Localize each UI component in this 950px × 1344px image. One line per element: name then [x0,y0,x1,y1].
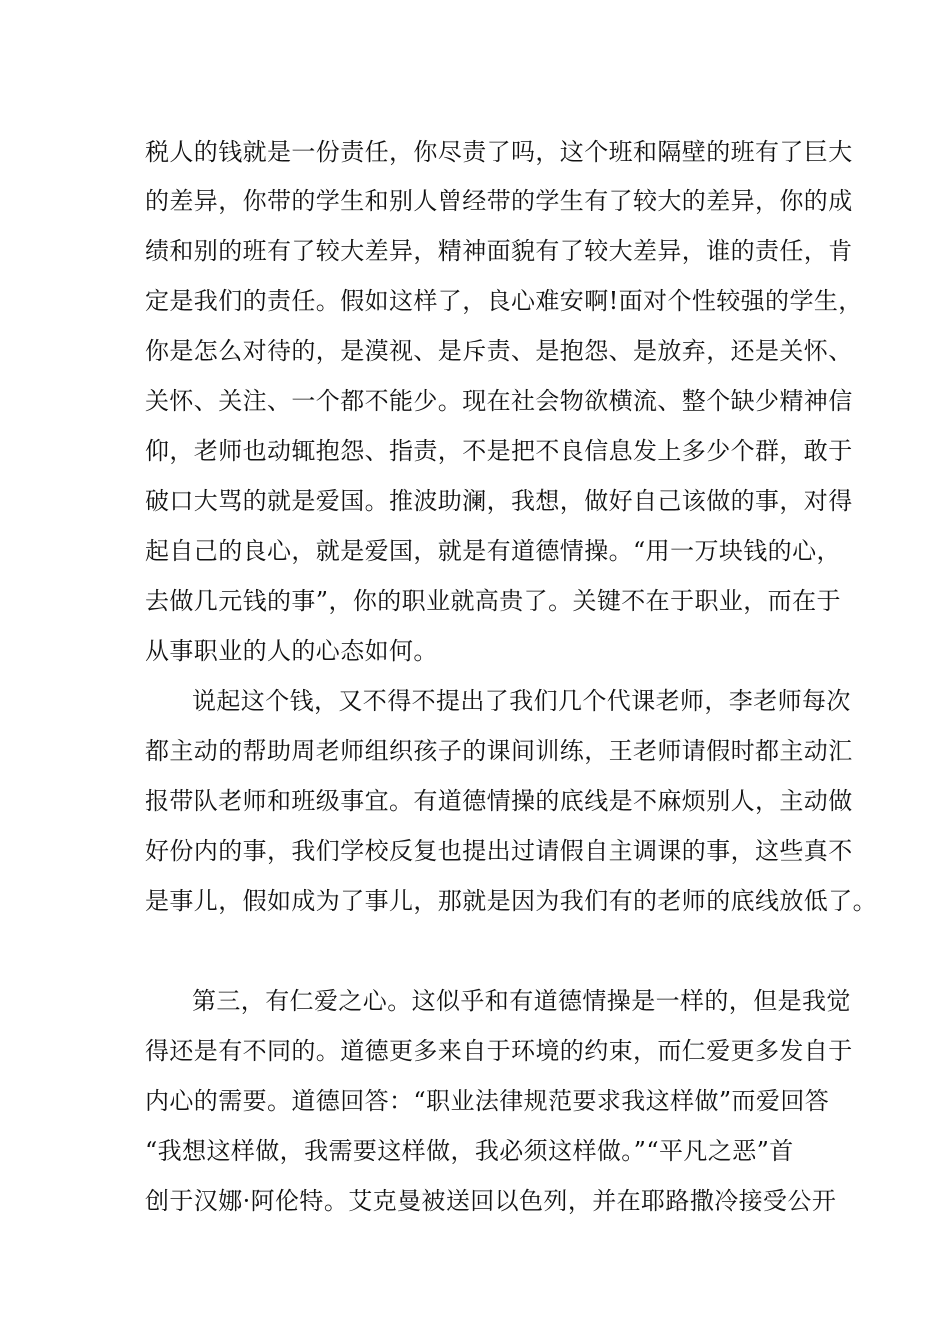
paragraph-1-line-10: 去做几元钱的事”，你的职业就高贵了。关键不在于职业，而在于 [145,587,841,615]
paragraph-2-line-4: 好份内的事，我们学校反复也提出过请假自主调课的事，这些真不 [145,837,853,865]
paragraph-1-line-9: 起自己的良心，就是爱国，就是有道德情操。“用一万块钱的心， [145,537,841,565]
paragraph-3-line-4: “我想这样做，我需要这样做，我必须这样做。”“平凡之恶”首 [145,1137,794,1165]
paragraph-2-line-1: 说起这个钱，又不得不提出了我们几个代课老师，李老师每次 [192,687,851,715]
paragraph-3-line-3: 内心的需要。道德回答：“职业法律规范要求我这样做”而爱回答 [145,1087,830,1115]
paragraph-2-line-5: 是事儿，假如成为了事儿，那就是因为我们有的老师的底线放低了。 [145,887,877,915]
paragraph-3-line-2: 得还是有不同的。道德更多来自于环境的约束，而仁爱更多发自于 [145,1037,853,1065]
paragraph-1-line-4: 定是我们的责任。假如这样了，良心难安啊!面对个性较强的学生， [145,287,863,315]
paragraph-1-line-6: 关怀、关注、一个都不能少。现在社会物欲横流、整个缺少精神信 [145,387,853,415]
paragraph-2-line-3: 报带队老师和班级事宜。有道德情操的底线是不麻烦别人，主动做 [145,787,853,815]
paragraph-3-line-5: 创于汉娜·阿伦特。艾克曼被送回以色列，并在耶路撒冷接受公开 [145,1187,837,1215]
paragraph-1-line-1: 税人的钱就是一份责任，你尽责了吗，这个班和隔壁的班有了巨大 [145,138,853,166]
paragraph-1-line-3: 绩和别的班有了较大差异，精神面貌有了较大差异，谁的责任，肯 [145,237,853,265]
paragraph-1-line-8: 破口大骂的就是爱国。推波助澜，我想，做好自己该做的事，对得 [145,487,853,515]
paragraph-1-line-5: 你是怎么对待的，是漠视、是斥责、是抱怨、是放弃，还是关怀、 [145,337,853,365]
paragraph-2-line-2: 都主动的帮助周老师组织孩子的课间训练，王老师请假时都主动汇 [145,737,853,765]
paragraph-3-line-1: 第三，有仁爱之心。这似乎和有道德情操是一样的，但是我觉 [192,987,851,1015]
paragraph-1-line-11: 从事职业的人的心态如何。 [145,637,438,665]
paragraph-1-line-2: 的差异，你带的学生和别人曾经带的学生有了较大的差异，你的成 [145,187,853,215]
paragraph-1-line-7: 仰，老师也动辄抱怨、指责，不是把不良信息发上多少个群，敢于 [145,437,853,465]
